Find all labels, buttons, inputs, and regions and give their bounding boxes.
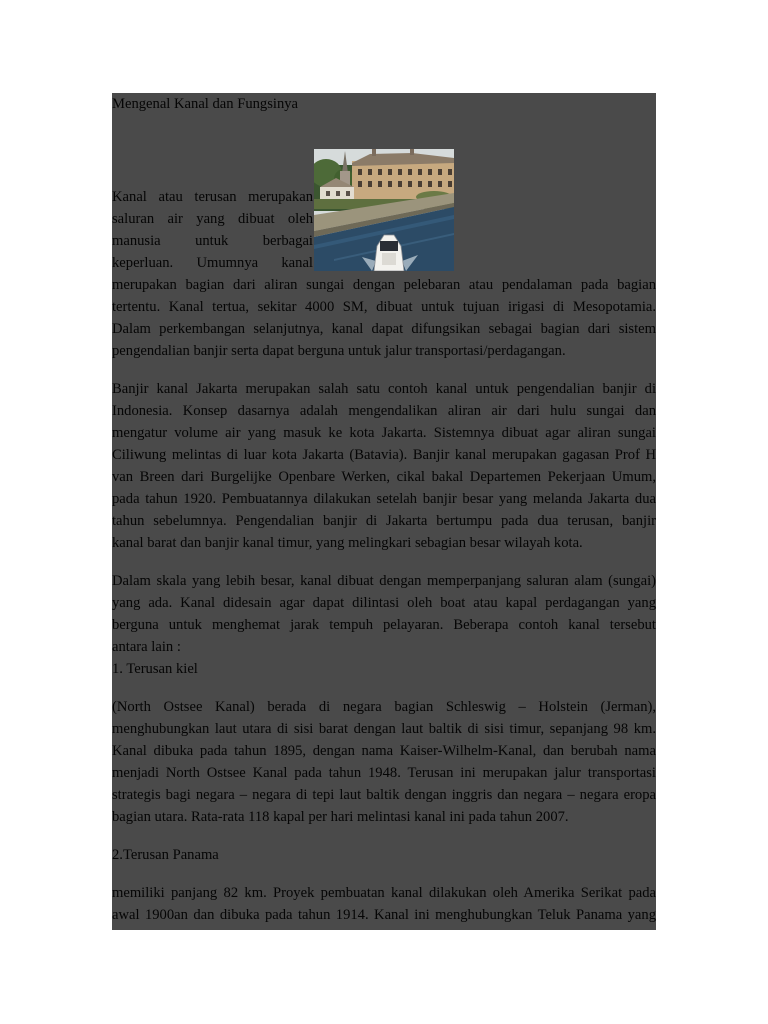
paragraph-line: menjadi North Ostsee Kanal pada tahun 1948. Terusan ini merupakan jalur transportasi (112, 765, 656, 781)
paragraph-line: saluran air yang dibuat oleh (112, 211, 313, 227)
paragraph-5 (112, 882, 656, 926)
paragraph-2 (112, 378, 656, 554)
canal-photo (314, 149, 454, 271)
paragraph-line: Dalam skala yang lebih besar, kanal dibuat dengan memperpanjang saluran alam (sungai) (112, 573, 656, 589)
paragraph-4 (112, 696, 656, 828)
paragraph-line: yang ada. Kanal didesain agar dapat dilintasi oleh boat atau kapal perdagangan yang (112, 595, 656, 611)
paragraph-line: bagian utara. Rata-rata 118 kapal per hari melintasi kanal ini pada tahun 2007. (112, 809, 569, 825)
paragraph-line: tahun sebelumnya. Pengendalian banjir di Jakarta bertumpu pada dua terusan, banjir (112, 513, 656, 529)
paragraph-line: awal 1900an dan dibuka pada tahun 1914. Kanal ini menghubungkan Teluk Panama yang (112, 907, 656, 923)
paragraph-line: Kanal atau terusan merupakan (112, 189, 313, 205)
paragraph-line: memiliki panjang 82 km. Proyek pembuatan kanal dilakukan oleh Amerika Serikat pada (112, 885, 656, 901)
paragraph-line: berguna untuk menghemat jarak tempuh pelayaran. Beberapa contoh kanal tersebut (112, 617, 656, 633)
paragraph-line: Indonesia. Konsep dasarnya adalah mengendalikan aliran air dari hulu sungai dan (112, 403, 656, 419)
list-item-heading (112, 844, 656, 866)
paragraph-line: menghubungkan laut utara di sisi barat dengan laut baltik di sisi timur, sepanjang 98 km. (112, 721, 656, 737)
paragraph-line: mengatur volume air yang masuk ke kota Jakarta. Sistemnya dibuat agar aliran sungai (112, 425, 656, 441)
paragraph-line: strategis bagi negara – negara di tepi laut baltik dengan inggris dan negara – negara eropa (112, 787, 656, 803)
paragraph-line: (North Ostsee Kanal) berada di negara bagian Schleswig – Holstein (Jerman), (112, 699, 656, 715)
list-item: 2.Terusan Panama (112, 847, 219, 863)
intro-wrapped-text (112, 186, 313, 274)
paragraph-line: Kanal dibuka pada tahun 1895, dengan nama Kaiser-Wilhelm-Kanal, dan berubah nama (112, 743, 656, 759)
paragraph-line: kanal barat dan banjir kanal timur, yang melingkari sebagian besar wilayah kota. (112, 535, 583, 551)
paragraph-3 (112, 570, 656, 680)
paragraph-line: tertentu. Kanal tertua, sekitar 4000 SM, dibuat untuk tujuan irigasi di Mesopotamia. (112, 299, 656, 315)
paragraph-line: Ciliwung melintas di luar kota Jakarta (Batavia). Banjir kanal merupakan gagasan Prof H (112, 447, 656, 463)
paragraph-line: antara lain : (112, 639, 181, 655)
paragraph-line: van Breen dari Burgelijke Openbare Werken, cikal bakal Departemen Pekerjaan Umum, (112, 469, 656, 485)
paragraph-line: pengendalian banjir serta dapat berguna untuk jalur transportasi/perdagangan. (112, 343, 566, 359)
paragraph-line: Banjir kanal Jakarta merupakan salah satu contoh kanal untuk pengendalian banjir di (112, 381, 656, 397)
paragraph-line: merupakan bagian dari aliran sungai dengan pelebaran atau pendalaman pada bagian (112, 277, 656, 293)
list-item: 1. Terusan kiel (112, 661, 198, 677)
paragraph-line: pada tahun 1920. Pembuatannya dilakukan setelah banjir besar yang melanda Jakarta dua (112, 491, 656, 507)
paragraph-1-continued (112, 274, 656, 362)
document-panel (112, 93, 656, 930)
paragraph-line: manusia untuk berbagai (112, 233, 313, 249)
document-title: Mengenal Kanal dan Fungsinya (112, 96, 299, 112)
paragraph-line: Dalam perkembangan selanjutnya, kanal dapat difungsikan sebagai bagian dari sistem (112, 321, 656, 337)
paragraph-line: keperluan. Umumnya kanal (112, 255, 313, 271)
